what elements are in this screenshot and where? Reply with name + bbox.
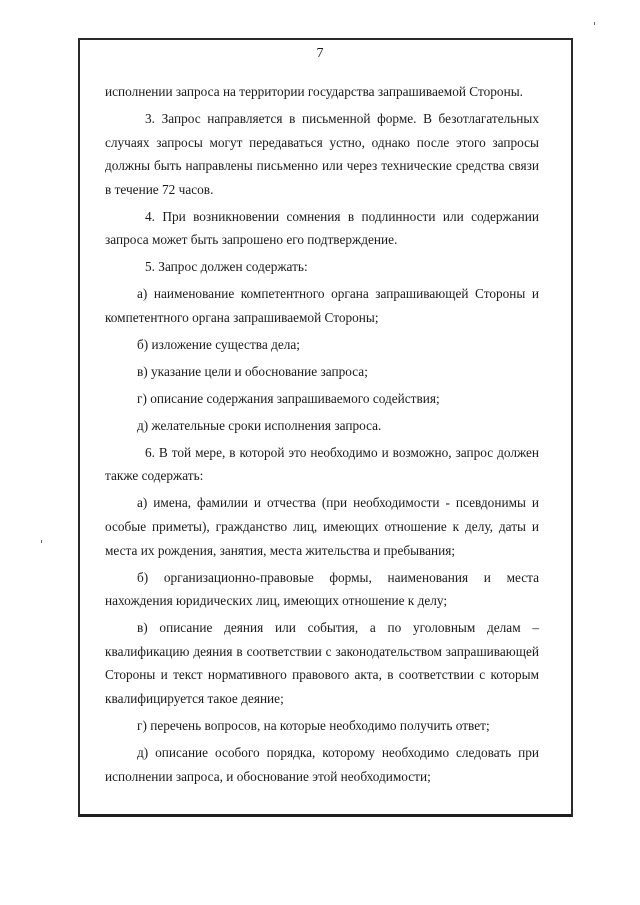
list-item: б) изложение существа дела; (137, 336, 300, 352)
list-item: г) описание содержания запрашиваемого содействия; (137, 390, 440, 406)
scan-mark (41, 540, 42, 543)
list-item: б) организационно-правовые формы, наименования и места нахождения юридических лиц, имеющих отношение к делу; (105, 569, 539, 609)
paragraph: 5. Запрос должен содержать: (145, 259, 308, 275)
paragraph: исполнении запроса на территории государства запрашиваемой Стороны. (105, 84, 523, 99)
list-item: а) имена, фамилии и отчества (при необходимости - псевдонимы и особые приметы), гражданство лиц, имеющих отношение к делу, даты и места их рождения, занятия, места жительства и пребывания; (105, 495, 539, 558)
list-item: а) наименование компетентного органа запрашивающей Стороны и компетентного органа запрашиваемой Стороны; (105, 286, 539, 325)
list-item: д) описание особого порядка, которому необходимо следовать при исполнении запроса, и обоснование этой необходимости; (105, 744, 539, 784)
list-item: г) перечень вопросов, на которые необходимо получить ответ; (137, 717, 490, 733)
paragraph: 6. В той мере, в которой это необходимо и возможно, запрос должен также содержать: (105, 444, 539, 484)
body-text (105, 80, 539, 791)
paragraph: 3. Запрос направляется в письменной форме. В безотлагательных случаях запросы могут передаваться устно, однако после этого запросы должны быть направлены письменно или через технические средства связи в течение 72 часов. (105, 110, 539, 197)
paragraph: 4. При возникновении сомнения в подлинности или содержании запроса может быть запрошено его подтверждение. (105, 208, 539, 248)
list-item: д) желательные сроки исполнения запроса. (137, 417, 382, 433)
scan-mark (594, 22, 595, 25)
page-number: 7 (316, 46, 324, 61)
list-item: в) описание деяния или события, а по уголовным делам – квалификацию деяния в соответствии с законодательством запрашивающей Стороны и текст нормативного правового акта, в соответствии с которым квалифицируется такое деяние; (105, 620, 539, 706)
list-item: в) указание цели и обоснование запроса; (137, 363, 368, 379)
